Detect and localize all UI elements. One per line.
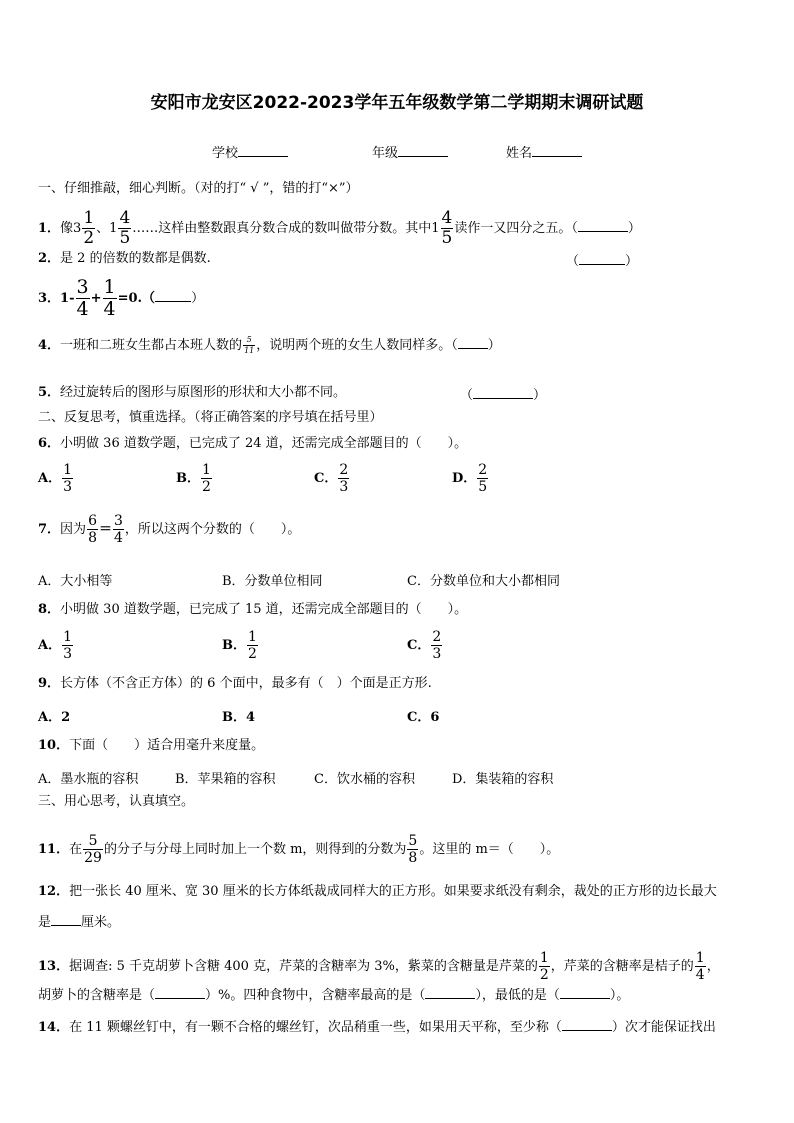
page-title: 安阳市龙安区2022-2023学年五年级数学第二学期期末调研试题	[150, 93, 644, 113]
fraction: $\frac{6}{8}$	[88, 513, 97, 546]
option-a[interactable]: A．大小相等	[38, 574, 113, 589]
section-3-heading: 三、用心思考，认真填空。	[38, 794, 195, 809]
fraction: $\frac{1}{4}$	[695, 950, 705, 983]
question-13-line-2: 胡萝卜的含糖率是（ ）%。四种食物中，含糖率最高的是（ ），最低的是（ ）。	[38, 988, 630, 1003]
fraction: $\frac{1}{3}$	[63, 629, 73, 662]
fraction: $\frac{3}{4}$	[114, 513, 123, 546]
answer-blank[interactable]	[562, 1018, 612, 1031]
option-d[interactable]: D． $\frac{2}{5}$	[452, 462, 488, 495]
option-a[interactable]: A． $\frac{1}{3}$	[38, 629, 73, 662]
question-8: 8．小明做 30 道数学题，已完成了 15 道，还需完成全部题目的（ ）。	[38, 602, 468, 617]
answer-blank[interactable]	[425, 986, 475, 999]
answer-blank[interactable]	[51, 913, 81, 926]
question-6: 6．小明做 36 道数学题，已完成了 24 道，还需完成全部题目的（ ）。	[38, 436, 468, 451]
fraction: $\frac{1}{2}$	[539, 950, 549, 983]
question-11: 11．在 $\frac{5}{29}$ 的分子与分母上同时加上一个数 m，则得到的分数为 $\frac{5}{8}$ 。这里的 m＝（ ）。	[38, 833, 560, 866]
question-13: 13．据调查: 5 千克胡萝卜含糖 400 克，芹菜的含糖率为 3%，紫菜的含糖量是芹菜的 $\frac{1}{2}$ ，芹菜的含糖率是桔子的 $\frac{1}{4}$ ，	[38, 950, 720, 983]
fraction: $\frac{1}{2}$	[202, 462, 211, 495]
answer-blank[interactable]	[578, 219, 628, 232]
answer-paren: （ ）	[460, 388, 547, 403]
option-c[interactable]: C．6	[407, 710, 440, 725]
option-a[interactable]: A．2	[38, 710, 71, 725]
option-c[interactable]: C．饮水桶的容积	[314, 772, 415, 787]
school-field: 学校	[212, 142, 288, 161]
name-blank[interactable]	[532, 144, 582, 157]
fraction: $\frac{2}{3}$	[339, 462, 349, 495]
fraction: $\frac{1}{2}$	[248, 629, 257, 662]
option-b[interactable]: B．苹果箱的容积	[175, 772, 276, 787]
fraction: $\frac{2}{5}$	[478, 462, 488, 495]
question-12: 12．把一张长 40 厘米、宽 30 厘米的长方体纸裁成同样大的正方形。如果要求纸没有剩余，裁处的正方形的边长最大	[38, 884, 717, 899]
fraction: $\frac{4}{5}$	[119, 208, 131, 248]
grade-field: 年级	[372, 142, 448, 161]
grade-blank[interactable]	[398, 144, 448, 157]
question-12-line-2: 是 厘米。	[38, 915, 121, 930]
question-9: 9．长方体（不含正方体）的 6 个面中，最多有（ ）个面是正方形.	[38, 676, 432, 691]
name-field: 姓名	[506, 142, 582, 161]
fraction: $\frac{5}{8}$	[408, 833, 418, 866]
option-d[interactable]: D．集装箱的容积	[452, 772, 554, 787]
question-7: 7．因为 $\frac{6}{8}$ ＝ $\frac{3}{4}$ ，所以这两个分数的（ ）。	[38, 513, 301, 546]
answer-blank[interactable]	[579, 252, 625, 265]
answer-blank[interactable]	[473, 386, 533, 399]
option-a[interactable]: A． $\frac{1}{3}$	[38, 462, 73, 495]
option-b[interactable]: B．分数单位相同	[222, 574, 323, 589]
option-a[interactable]: A．墨水瓶的容积	[38, 772, 139, 787]
option-c[interactable]: C． $\frac{2}{3}$	[314, 462, 349, 495]
option-b[interactable]: B． $\frac{1}{2}$	[222, 629, 257, 662]
school-blank[interactable]	[238, 144, 288, 157]
fraction: $\frac{1}{2}$	[83, 208, 95, 248]
option-b[interactable]: B． $\frac{1}{2}$	[176, 462, 211, 495]
question-1: 1．像3 $\frac{1}{2}$ 、1 $\frac{4}{5}$ ……这样由整数跟真分数合成的数叫做带分数。其中1 $\frac{4}{5}$ 读作一又四分之五。（ ）	[38, 208, 641, 248]
fraction: $\frac{1}{4}$	[103, 276, 116, 320]
fraction: $\frac{2}{3}$	[432, 629, 442, 662]
question-5: 5．经过旋转后的图形与原图形的形状和大小都不同。	[38, 385, 347, 400]
answer-blank[interactable]	[155, 986, 205, 999]
answer-paren: （ ）	[566, 254, 639, 269]
section-1-heading: 一、仔细推敲，细心判断。（对的打“ √ ”，错的打“×”）	[38, 181, 359, 196]
fraction: $\frac{5}{11}$	[244, 335, 255, 355]
option-c[interactable]: C．分数单位和大小都相同	[407, 574, 560, 589]
question-2: 2．是 2 的倍数的数都是偶数.	[38, 251, 211, 266]
question-4: 4．一班和二班女生都占本班人数的 $\frac{5}{11}$ ，说明两个班的女生人数同样多。（ ）	[38, 335, 501, 355]
answer-blank[interactable]	[458, 336, 488, 349]
question-10: 10．下面（ ）适合用毫升来度量。	[38, 738, 265, 753]
fraction: $\frac{4}{5}$	[441, 208, 453, 248]
answer-blank[interactable]	[560, 986, 610, 999]
fraction: $\frac{3}{4}$	[76, 276, 89, 320]
section-2-heading: 二、反复思考，慎重选择。（将正确答案的序号填在括号里）	[38, 410, 383, 425]
fraction: $\frac{1}{3}$	[63, 462, 73, 495]
fraction: $\frac{5}{29}$	[84, 833, 102, 866]
answer-blank[interactable]	[155, 289, 191, 302]
option-b[interactable]: B．4	[222, 710, 256, 725]
question-3: 3．1- $\frac{3}{4}$ + $\frac{1}{4}$ =0.（ ）	[38, 276, 205, 320]
option-c[interactable]: C． $\frac{2}{3}$	[407, 629, 442, 662]
question-14: 14．在 11 颗螺丝钉中，有一颗不合格的螺丝钉，次品稍重一些，如果用天平称，至少称（ ）次才能保证找出	[38, 1020, 716, 1035]
